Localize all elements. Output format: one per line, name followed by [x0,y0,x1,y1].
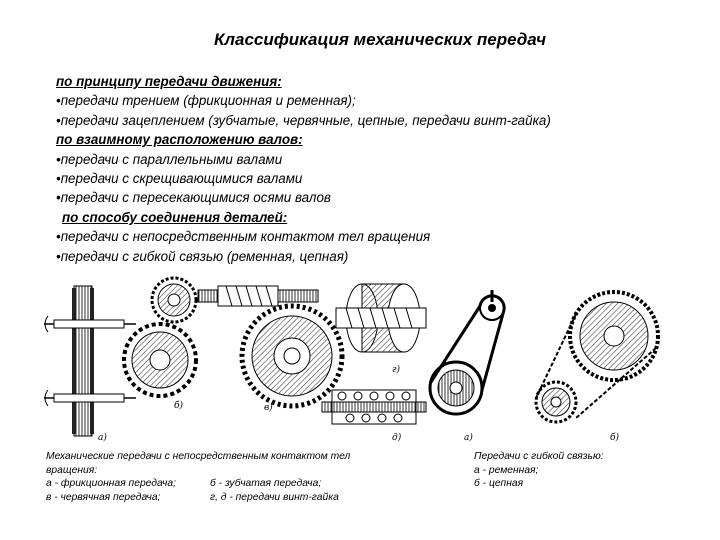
caption-line: а - ременная; [474,464,539,476]
classification-item: •передачи зацеплением (зубчатые, червячные, цепные, передачи винт-гайка) [56,112,551,128]
classification-heading: по способу соединения деталей: [62,209,288,225]
caption-line: Механические передачи с непосредственным контактом тел [46,451,351,462]
caption-line: б - цепная [474,478,524,490]
classification-item: •передачи с непосредственным контактом тел вращения [56,229,431,245]
friction-gear-drawing [44,286,136,436]
caption-line: в - червячная передача; [46,491,161,503]
mechanical-transmissions-illustration [36,268,676,450]
classification-heading: по принципу передачи движения: [56,74,282,89]
page-title: Классификация механических передач [213,30,547,49]
classification-list [56,72,696,266]
figure-label-b2: б) [610,433,620,443]
screw-nut-drawing [336,284,426,352]
classification-item: •передачи с параллельными валами [56,151,283,167]
classification-heading: по взаимному расположению валов: [56,132,303,148]
classification-item: •передачи трением (фрикционная и ременная); [56,93,356,109]
caption-flexible-link [474,450,604,491]
caption-line: б - зубчатая передача; [210,478,322,490]
worm-gear-drawing [198,286,342,406]
classification-item: •передачи с гибкой связью (ременная, цепная) [56,248,349,264]
classification-item: •передачи с пересекающимися осями валов [56,190,331,206]
figure-label-d: д) [392,433,402,443]
classification-item: •передачи с скрещивающимися валами [56,171,303,187]
figure-label-g: г) [392,365,401,375]
figure-label-b: б) [174,401,184,411]
spur-gear-drawing [124,278,196,396]
belt-drive-drawing [430,290,504,414]
caption-line: Передачи с гибкой связью: [474,451,604,462]
caption-line: а - фрикционная передача; [46,478,176,490]
figure-label-a2: а) [464,433,473,443]
caption-direct-contact [46,450,350,504]
caption-line: вращения: [46,464,98,476]
ball-screw-drawing [322,390,426,424]
chain-drive-drawing [536,292,658,422]
figure-label-v: в) [264,403,273,413]
caption-line: г, д - передачи винт-гайка [210,491,339,503]
figure-label-a: а) [98,433,107,443]
